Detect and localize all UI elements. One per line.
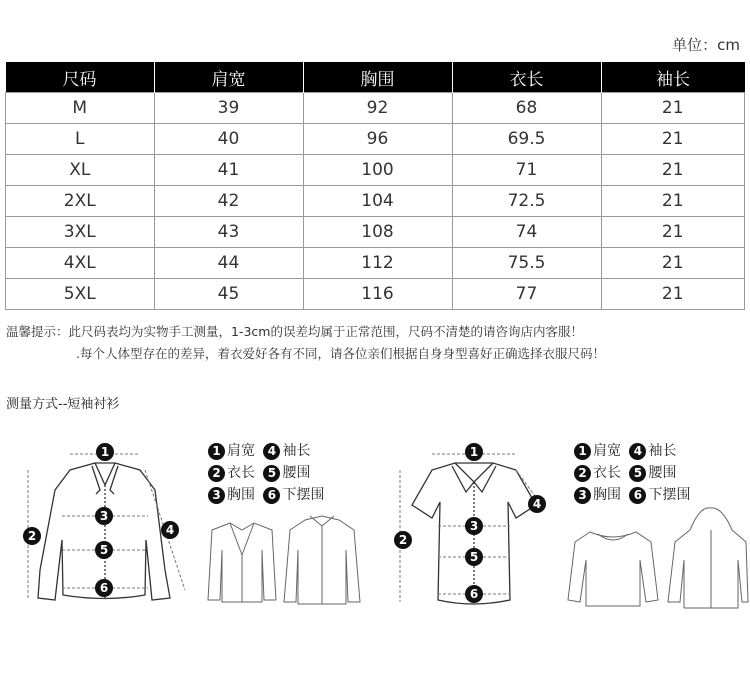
table-row bbox=[6, 248, 745, 279]
table-row bbox=[6, 124, 745, 155]
cell-size: 3XL bbox=[6, 217, 155, 248]
header-shoulder: 肩宽 bbox=[154, 62, 303, 93]
sweater-icon bbox=[568, 532, 658, 606]
header-size: 尺码 bbox=[6, 62, 155, 93]
legend-label: 衣长 bbox=[227, 465, 255, 481]
legend-label: 袖长 bbox=[648, 443, 677, 459]
marker-1: 1 bbox=[469, 445, 479, 459]
marker-badge: 1 bbox=[208, 443, 225, 460]
unit-label: 单位：cm bbox=[672, 36, 740, 54]
marker-badge: 5 bbox=[263, 465, 280, 482]
jacket-icon bbox=[208, 523, 276, 602]
method-title: 测量方式--短袖衬衫 bbox=[6, 397, 120, 412]
cell-sleeve: 21 bbox=[601, 93, 745, 124]
marker-5: 5 bbox=[99, 543, 109, 557]
marker-badge: 1 bbox=[574, 443, 591, 460]
table-row bbox=[6, 93, 745, 124]
marker-badge: 6 bbox=[629, 487, 646, 504]
marker-4: 4 bbox=[165, 523, 175, 537]
cell-shoulder: 42 bbox=[154, 186, 303, 217]
cell-shoulder: 39 bbox=[154, 93, 303, 124]
cell-length: 75.5 bbox=[452, 248, 601, 279]
cell-sleeve: 21 bbox=[601, 155, 745, 186]
cell-length: 77 bbox=[452, 279, 601, 310]
marker-5: 5 bbox=[469, 550, 479, 564]
size-table bbox=[5, 62, 745, 310]
cell-shoulder: 40 bbox=[154, 124, 303, 155]
marker-badges-left bbox=[23, 443, 179, 597]
measure-lines-left bbox=[28, 454, 185, 600]
legend-label: 袖长 bbox=[282, 443, 311, 459]
cell-size: XL bbox=[6, 155, 155, 186]
cell-shoulder: 43 bbox=[154, 217, 303, 248]
cell-chest: 96 bbox=[303, 124, 452, 155]
cell-sleeve: 21 bbox=[601, 279, 745, 310]
cell-shoulder: 44 bbox=[154, 248, 303, 279]
table-row bbox=[6, 155, 745, 186]
table-row bbox=[6, 279, 745, 310]
legend-label: 肩宽 bbox=[593, 443, 621, 459]
header-chest: 胸围 bbox=[303, 62, 452, 93]
header-length: 衣长 bbox=[452, 62, 601, 93]
marker-6: 6 bbox=[469, 587, 479, 601]
cell-size: 4XL bbox=[6, 248, 155, 279]
hoodie-icon bbox=[668, 508, 748, 608]
cell-chest: 116 bbox=[303, 279, 452, 310]
marker-2: 2 bbox=[27, 529, 37, 543]
marker-badge: 4 bbox=[263, 443, 280, 460]
marker-3: 3 bbox=[99, 509, 109, 523]
marker-6: 6 bbox=[99, 581, 109, 595]
legend-label: 胸围 bbox=[593, 487, 621, 503]
legend-label: 下摆围 bbox=[648, 487, 691, 503]
marker-2: 2 bbox=[398, 533, 408, 547]
marker-badge: 5 bbox=[629, 465, 646, 482]
table-row bbox=[6, 217, 745, 248]
marker-badge: 2 bbox=[574, 465, 591, 482]
marker-badge: 3 bbox=[208, 487, 225, 504]
marker-badge: 6 bbox=[263, 487, 280, 504]
marker-badge: 4 bbox=[629, 443, 646, 460]
cell-size: 2XL bbox=[6, 186, 155, 217]
table-row bbox=[6, 186, 745, 217]
marker-badges-right bbox=[394, 443, 546, 603]
cell-length: 74 bbox=[452, 217, 601, 248]
legend-label: 衣长 bbox=[593, 465, 621, 481]
cell-sleeve: 21 bbox=[601, 248, 745, 279]
cell-length: 69.5 bbox=[452, 124, 601, 155]
legend-label: 胸围 bbox=[227, 487, 255, 503]
cell-length: 71 bbox=[452, 155, 601, 186]
cell-shoulder: 41 bbox=[154, 155, 303, 186]
cell-length: 68 bbox=[452, 93, 601, 124]
cell-chest: 92 bbox=[303, 93, 452, 124]
marker-4: 4 bbox=[532, 497, 542, 511]
legend-label: 腰围 bbox=[282, 465, 311, 481]
legend-label: 肩宽 bbox=[227, 443, 255, 459]
cell-size: L bbox=[6, 124, 155, 155]
tip-line-2: .每个人体型存在的差异，着衣爱好各有不同，请各位亲们根据自身身型喜好正确选择衣服尺码！ bbox=[76, 346, 605, 361]
cell-sleeve: 21 bbox=[601, 186, 745, 217]
header-sleeve: 袖长 bbox=[601, 62, 745, 93]
table-header-row bbox=[6, 62, 745, 93]
cell-size: M bbox=[6, 93, 155, 124]
marker-badge: 3 bbox=[574, 487, 591, 504]
cell-shoulder: 45 bbox=[154, 279, 303, 310]
marker-1: 1 bbox=[100, 445, 110, 459]
cell-sleeve: 21 bbox=[601, 217, 745, 248]
cell-chest: 112 bbox=[303, 248, 452, 279]
cell-sleeve: 21 bbox=[601, 124, 745, 155]
zip-jacket-icon bbox=[284, 516, 360, 604]
cell-chest: 104 bbox=[303, 186, 452, 217]
cell-length: 72.5 bbox=[452, 186, 601, 217]
marker-3: 3 bbox=[469, 519, 479, 533]
measurement-diagrams bbox=[0, 430, 750, 678]
legend-label: 下摆围 bbox=[282, 487, 325, 503]
cell-chest: 100 bbox=[303, 155, 452, 186]
legend-label: 腰围 bbox=[648, 465, 677, 481]
tip-line-1: 温馨提示：此尺码表均为实物手工测量，1-3cm的误差均属于正常范围，尺码不清楚的请咨询店内客服！ bbox=[6, 324, 583, 339]
cell-chest: 108 bbox=[303, 217, 452, 248]
cell-size: 5XL bbox=[6, 279, 155, 310]
marker-badge: 2 bbox=[208, 465, 225, 482]
